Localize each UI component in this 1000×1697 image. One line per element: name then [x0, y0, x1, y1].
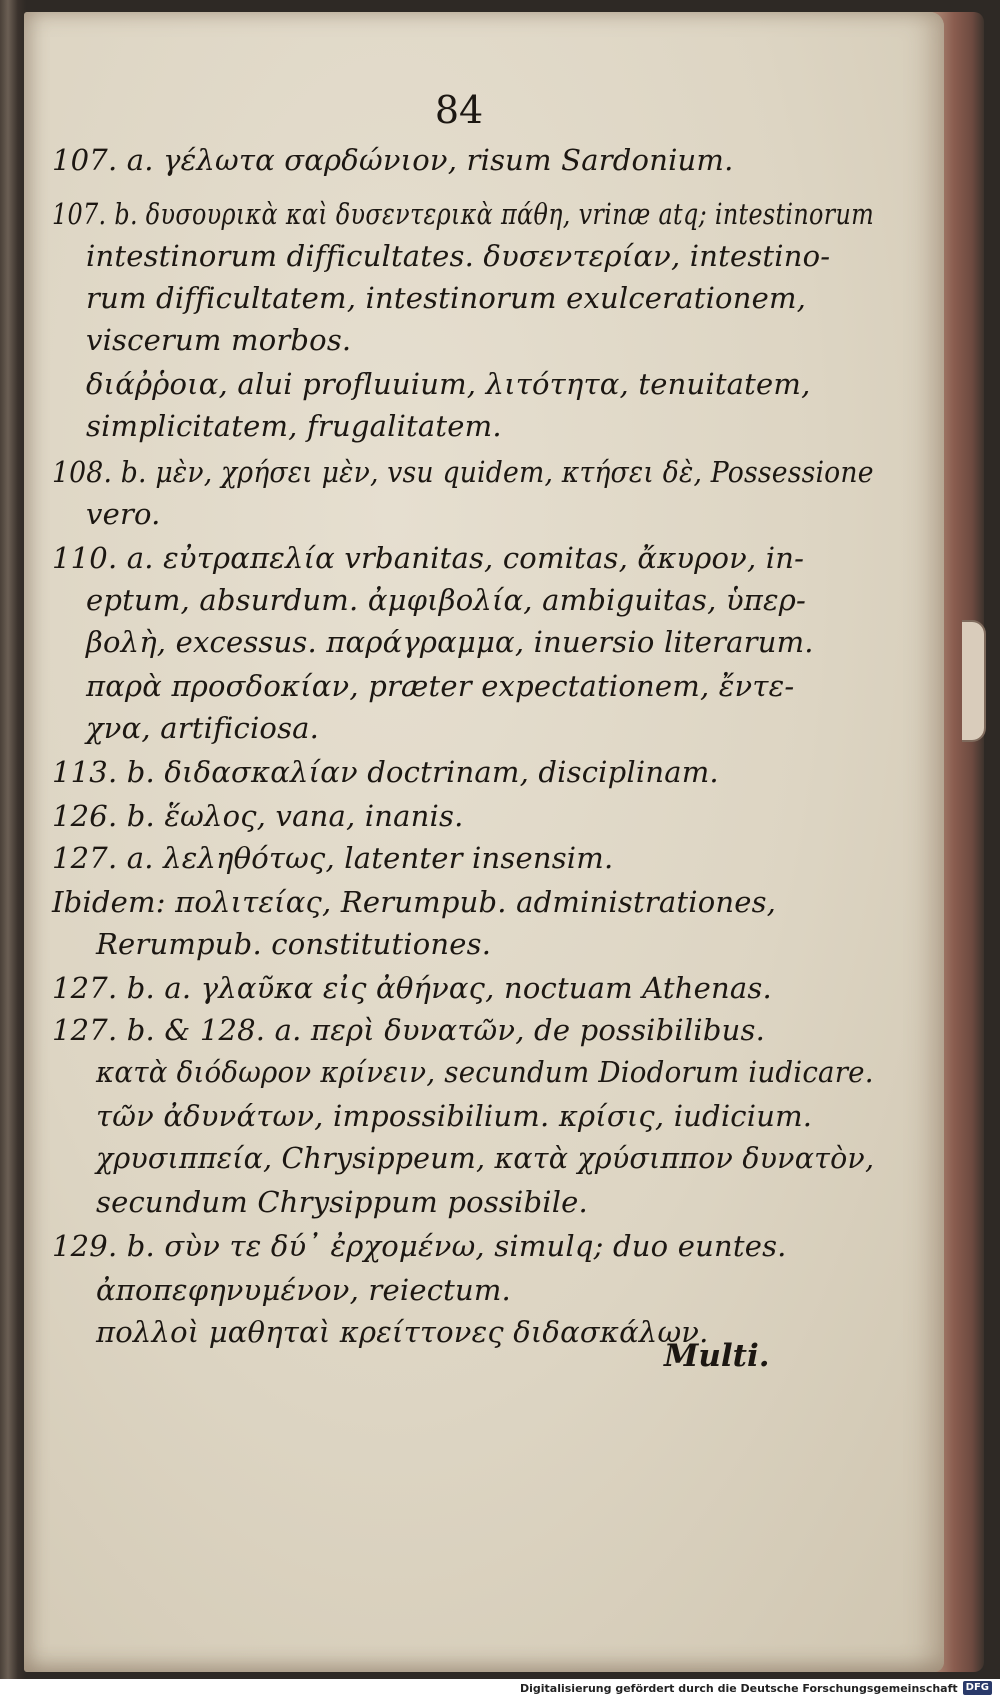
- text-line: 110. a. εὐτραπελία vrbanitas, comitas, ἄκυρον, in-: [52, 541, 805, 575]
- page-tab: [962, 620, 986, 742]
- text-line: χνα, artificiosa.: [86, 711, 320, 745]
- page-number: 84: [434, 88, 484, 132]
- text-line: rum difficultatem, intestinorum exulcerationem,: [86, 281, 807, 315]
- text-line: Rerumpub. constitutiones.: [96, 927, 492, 961]
- text-line: 113. b. διδασκαλίαν doctrinam, disciplinam.: [52, 755, 719, 789]
- text-line: 108. b. μὲν, χρήσει μὲν, vsu quidem, κτήσει δὲ, Possessione: [52, 455, 874, 489]
- text-line: 129. b. σὺν τε δύ᾽ ἐρχομένω, simulq; duo euntes.: [52, 1229, 787, 1263]
- catchword: Multi.: [664, 1338, 770, 1374]
- text-line: Ibidem: πολιτείας, Rerumpub. administrationes,: [52, 885, 777, 919]
- text-line: χρυσιππεία, Chrysippeum, κατὰ χρύσιππον δυνατὸν,: [96, 1141, 875, 1175]
- text-line: viscerum morbos.: [86, 323, 352, 357]
- text-line: διάῤῥοια, alui profluuium, λιτότητα, tenuitatem,: [86, 367, 811, 401]
- text-line: τῶν ἀδυνάτων, impossibilium. κρίσις, iudicium.: [96, 1099, 813, 1133]
- dfg-logo: DFG: [963, 1681, 992, 1695]
- text-line: simplicitatem, frugalitatem.: [86, 409, 502, 443]
- digitization-footer: [0, 1679, 1000, 1697]
- text-line: παρὰ προσδοκίαν, præter expectationem, ἔντε-: [86, 669, 795, 703]
- text-line: eptum, absurdum. ἀμφιβολία, ambiguitas, ὑπερ-: [86, 583, 807, 617]
- text-line: ἀποπεφηνυμένον, reiectum.: [96, 1273, 511, 1307]
- text-line: intestinorum difficultates. δυσεντερίαν, intestino-: [86, 239, 831, 273]
- book-page: [24, 12, 944, 1672]
- text-line: 126. b. ἕωλος, vana, inanis.: [52, 799, 464, 833]
- text-line: 107. a. γέλωτα σαρδώνιον, risum Sardonium.: [52, 143, 734, 177]
- text-line: βολὴ, excessus. παράγραμμα, inuersio literarum.: [86, 625, 814, 659]
- text-line: 127. b. a. γλαῦκα εἰς ἀθήνας, noctuam Athenas.: [52, 971, 772, 1005]
- text-line: secundum Chrysippum possibile.: [96, 1185, 588, 1219]
- funding-credit: Digitalisierung gefördert durch die Deutsche Forschungsgemeinschaft: [519, 1681, 958, 1695]
- text-line: vero.: [86, 497, 161, 531]
- text-line: 127. b. & 128. a. περὶ δυνατῶν, de possibilibus.: [52, 1013, 765, 1047]
- text-line: 127. a. λεληθότως, latenter insensim.: [52, 841, 614, 875]
- page-text: [24, 12, 944, 1672]
- text-line: πολλοὶ μαθηταὶ κρείττονες διδασκάλων.: [96, 1315, 709, 1349]
- text-line: 107. b. δυσουρικὰ καὶ δυσεντερικὰ πάθη, vrinæ atq; intestinorum: [52, 197, 875, 231]
- text-line: κατὰ διόδωρον κρίνειν, secundum Diodorum iudicare.: [96, 1055, 874, 1089]
